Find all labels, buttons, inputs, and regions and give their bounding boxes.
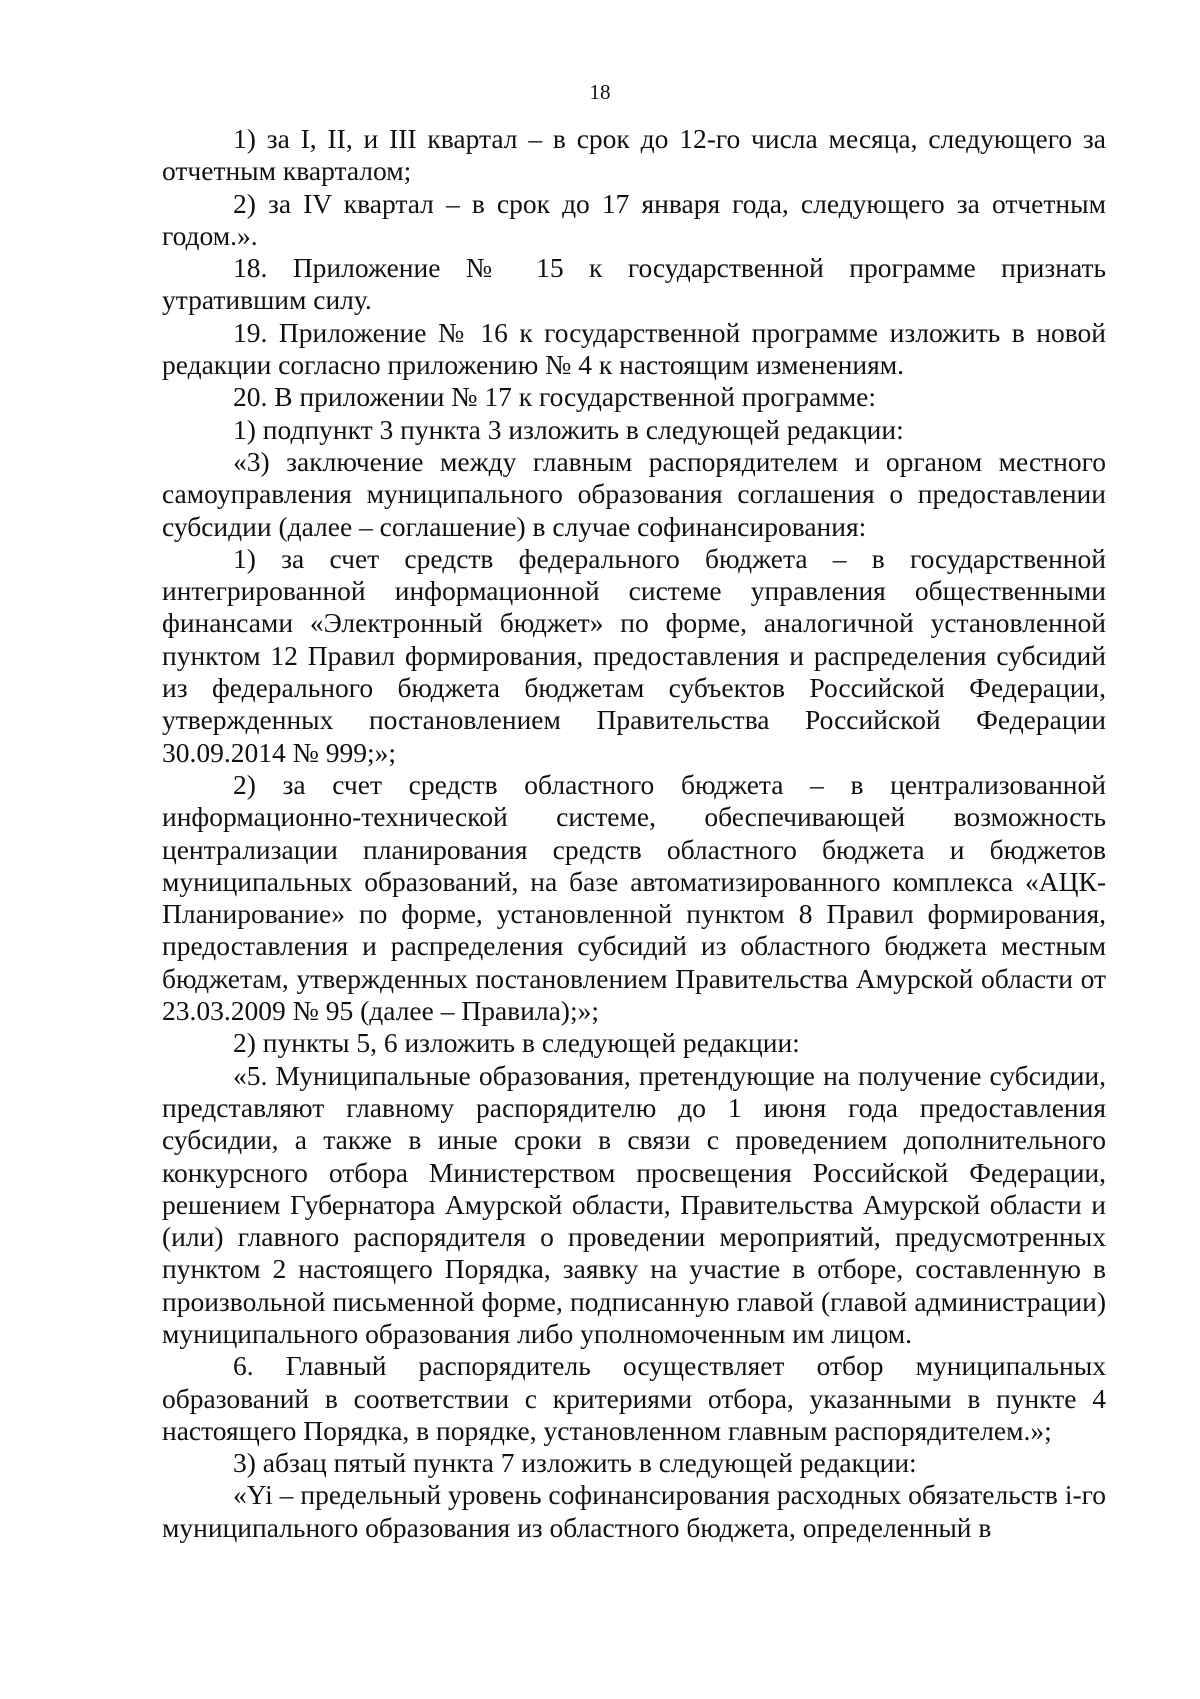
document-body (162, 123, 1106, 1544)
page-number: 18 (589, 80, 611, 104)
paragraph: 1) за счет средств федерального бюджета – в государственной интегрированной информационной системе управления общественными финансами «Электронный бюджет» по форме, аналогичной установленной пунктом 12 Правил формирования, предоставления и распределения субсидий из федерального бюджета бюджетам субъектов Российской Федерации, утвержденных постановлением Правительства Российской Федерации 30.09.2014 № 999;»; (162, 542, 1106, 768)
paragraph: 2) за счет средств областного бюджета – в централизованной информационно-технической системе, обеспечивающей возможность централизации планирования средств областного бюджета и бюджетов муниципальных образований, на базе автоматизированного комплекса «АЦК-Планирование» по форме, установленной пунктом 8 Правил формирования, предоставления и распределения субсидий из областного бюджета местным бюджетам, утвержденных постановлением Правительства Амурской области от 23.03.2009 № 95 (далее – Правила);»; (162, 768, 1106, 1027)
paragraph: 18. Приложение № 15 к государственной программе признать утратившим силу. (162, 252, 1106, 316)
paragraph: «3) заключение между главным распорядителем и органом местного самоуправления муниципального образования соглашения о предоставлении субсидии (далее – соглашение) в случае софинансирования: (162, 445, 1106, 542)
paragraph: 3) абзац пятый пункта 7 изложить в следующей редакции: (233, 1447, 917, 1479)
paragraph: 20. В приложении № 17 к государственной программе: (233, 381, 877, 413)
paragraph: «5. Муниципальные образования, претендующие на получение субсидии, представляют главному распорядителю до 1 июня года предоставления субсидии, а также в иные сроки в связи с проведением дополнительного конкурсного отбора Министерством просвещения Российской Федерации, решением Губернатора Амурской области, Правительства Амурской области и (или) главного распорядителя о проведении мероприятий, предусмотренных пунктом 2 настоящего Порядка, заявку на участие в отборе, составленную в произвольной письменной форме, подписанную главой (главой администрации) муниципального образования либо уполномоченным им лицом. (162, 1059, 1106, 1349)
paragraph: 1) за I, II, и III квартал – в срок до 12-го числа месяца, следующего за отчетным кварталом; (162, 123, 1106, 187)
paragraph: 6. Главный распорядитель осуществляет отбор муниципальных образований в соответствии с критериями отбора, указанными в пункте 4 настоящего Порядка, в порядке, установленном главным распорядителем.»; (162, 1350, 1106, 1446)
paragraph: «Yi – предельный уровень софинансирования расходных обязательств i-го муниципального образования из областного бюджета, определенный в (162, 1479, 1106, 1543)
paragraph: 2) за IV квартал – в срок до 17 января года, следующего за отчетным годом.». (162, 187, 1106, 251)
paragraph: 2) пункты 5, 6 изложить в следующей редакции: (233, 1027, 800, 1059)
paragraph: 1) подпункт 3 пункта 3 изложить в следующей редакции: (233, 413, 904, 445)
paragraph: 19. Приложение № 16 к государственной программе изложить в новой редакции согласно приложению № 4 к настоящим изменениям. (162, 316, 1106, 381)
